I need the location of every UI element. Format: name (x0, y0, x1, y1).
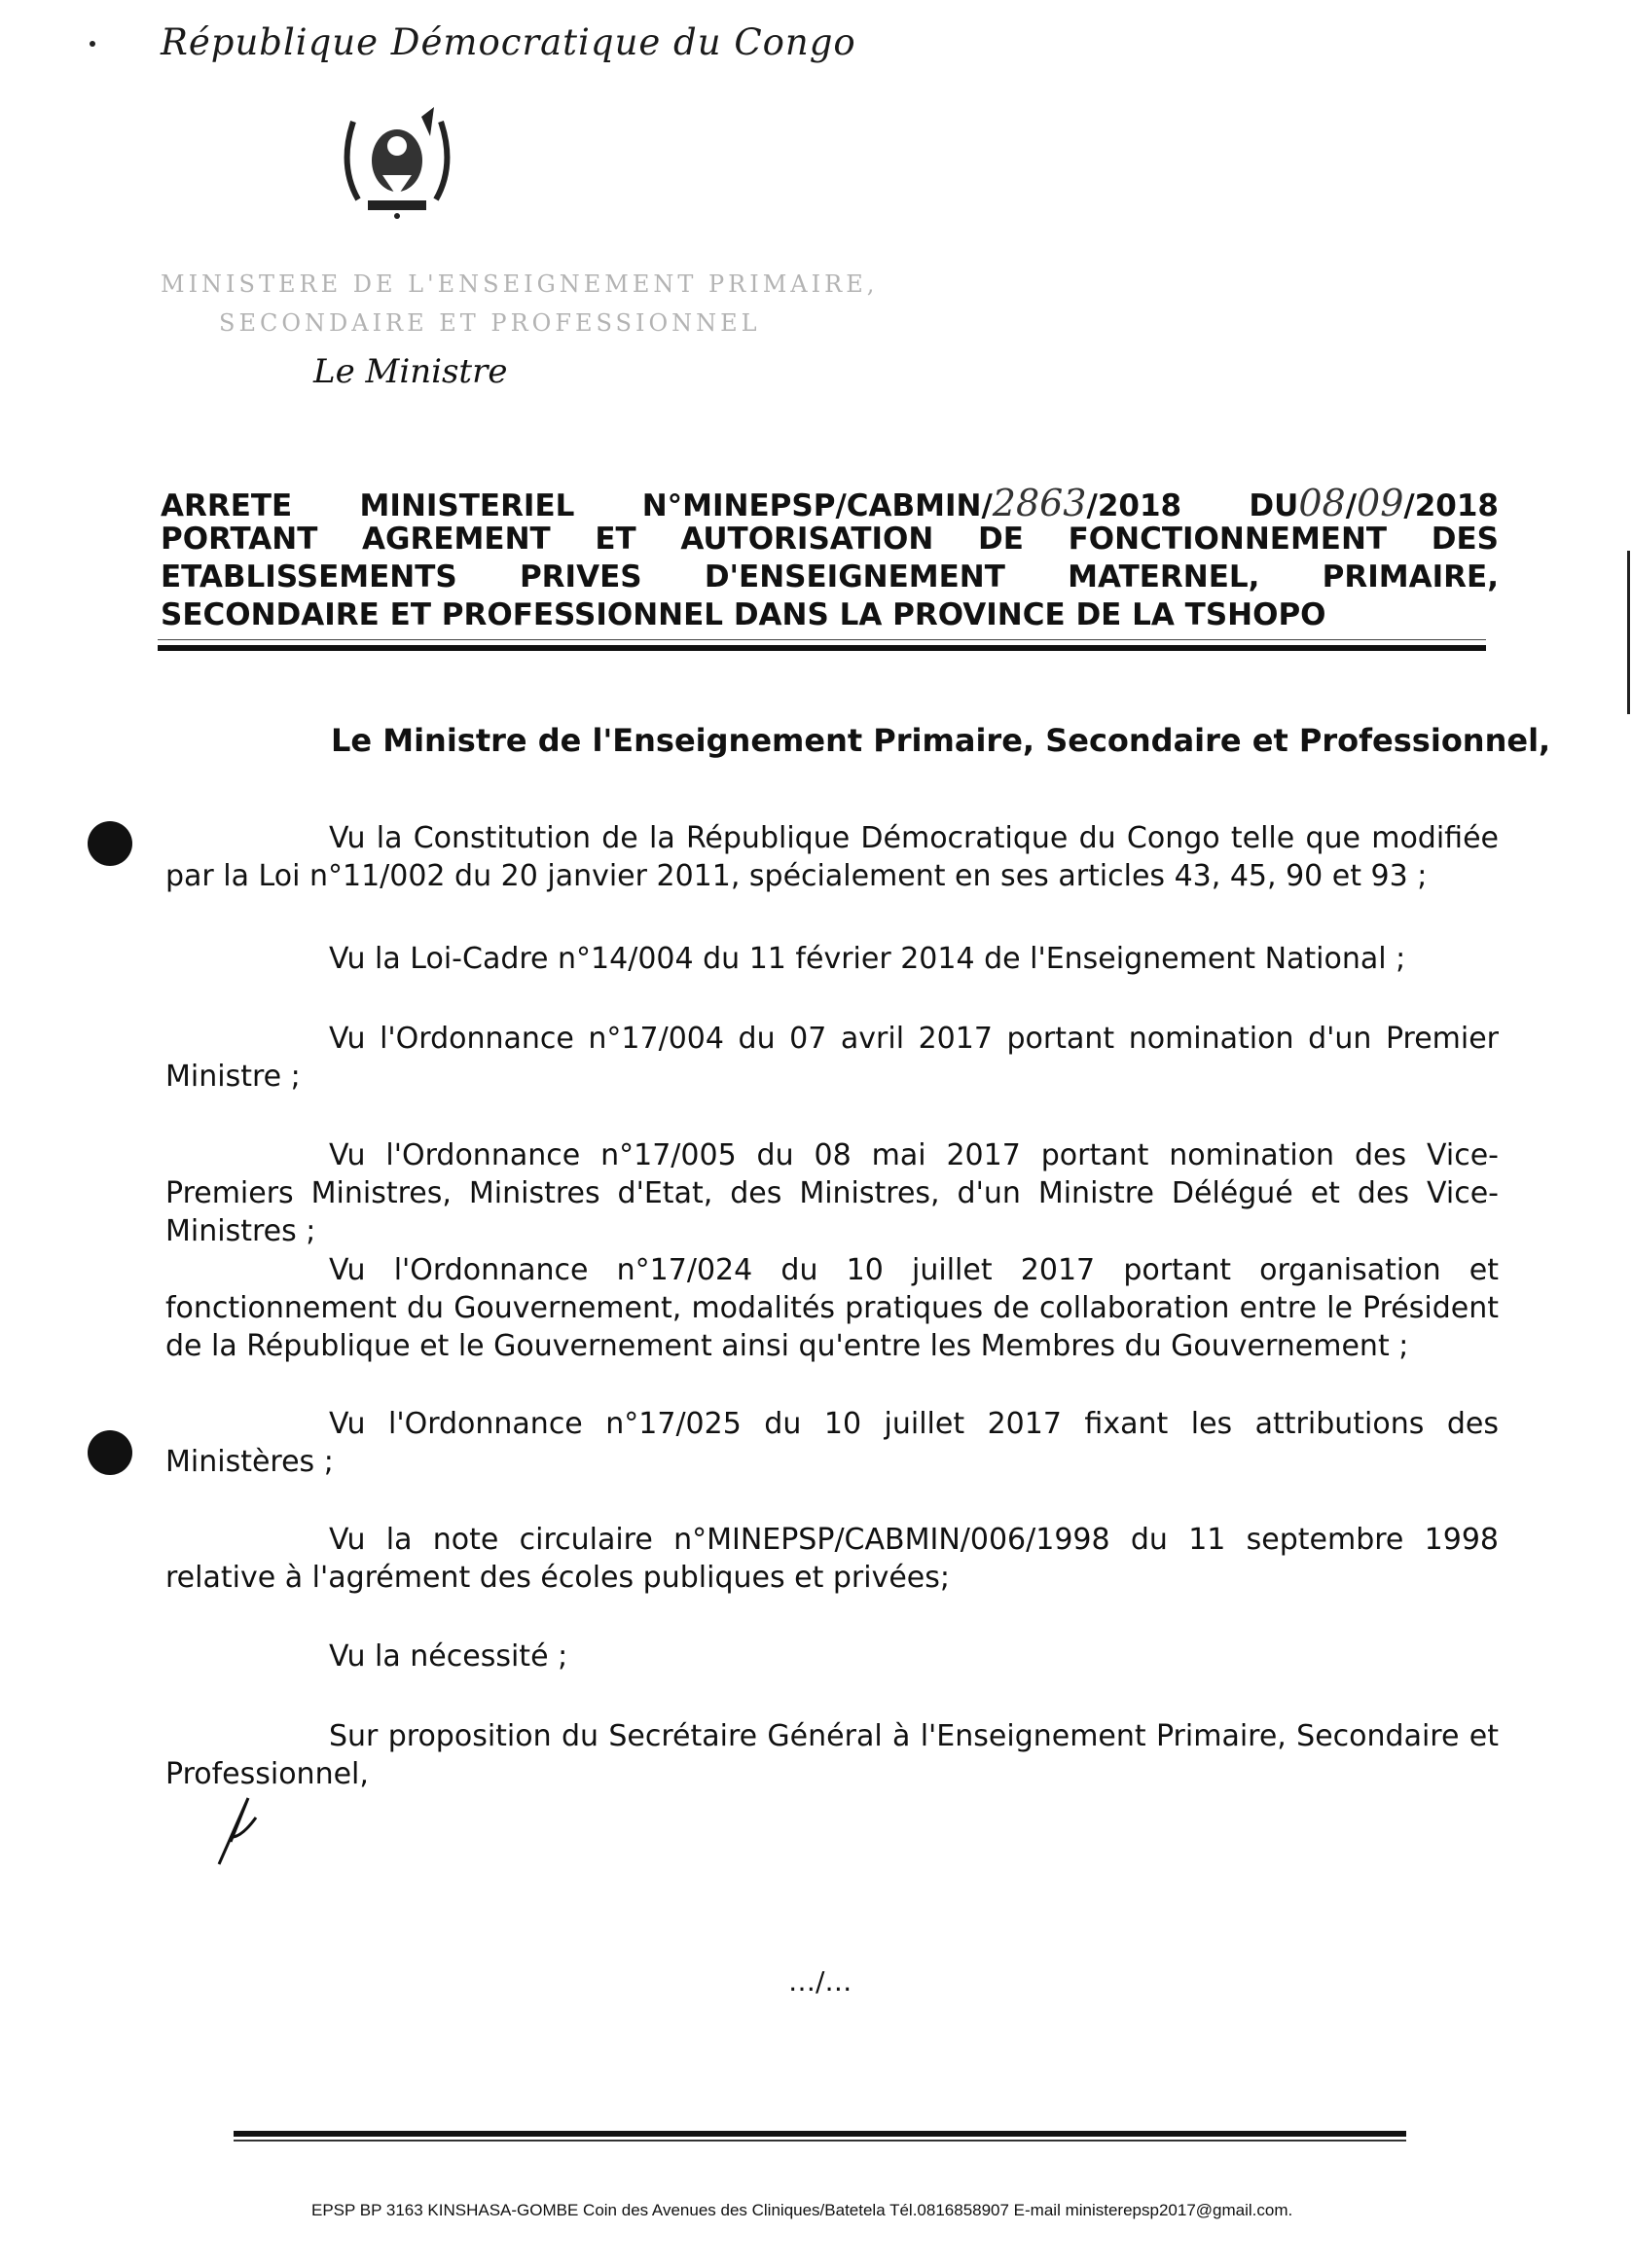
title-line-2: PORTANT AGREMENT ET AUTORISATION DE FONCTIONNEMENT DES (161, 522, 1499, 557)
paragraph-constitution (165, 819, 1499, 895)
footer-address: EPSP BP 3163 KINSHASA-GOMBE Coin des Avenues des Cliniques/Batetela Tél.0816858907 E-mail ministerepsp2017@gmail.com. (311, 2201, 1293, 2219)
title-line-1: ARRETE MINISTERIEL N°MINEPSP/CABMIN/2863/2018 DU08/09/2018 (161, 482, 1499, 524)
handwritten-initial (209, 1788, 277, 1866)
le-ministre-label: Le Ministre (313, 352, 508, 391)
title-line-3: ETABLISSEMENTS PRIVES D'ENSEIGNEMENT MATERNEL, PRIMAIRE, (161, 559, 1499, 594)
paragraph-text: Sur proposition du Secrétaire Général à l'Enseignement Primaire, Secondaire et Professionnel, (165, 1719, 1499, 1791)
paragraph-text: Vu la Constitution de la République Démocratique du Congo telle que modifiée par la Loi n°11/002 du 20 janvier 2011, spécialement en ses articles 43, 45, 90 et 93 ; (165, 821, 1499, 893)
scan-bullet-2 (88, 1430, 132, 1475)
paragraph-proposition (165, 1717, 1499, 1793)
continuation-mark: …/… (788, 1965, 852, 1998)
paragraph-text: Vu l'Ordonnance n°17/025 du 10 juillet 2017 fixant les attributions des Ministères ; (165, 1407, 1499, 1479)
paragraph-ordonnance-024 (165, 1251, 1499, 1365)
title-prefix: ARRETE MINISTERIEL N°MINEPSP/CABMIN/ (161, 488, 993, 523)
ministry-name-line2: SECONDAIRE ET PROFESSIONNEL (219, 309, 761, 337)
footer-rule-thin (234, 2140, 1406, 2142)
paragraph-text: Vu la nécessité ; (329, 1639, 568, 1674)
title-mid: /2018 DU (1086, 488, 1299, 523)
handwritten-day: 08 (1298, 482, 1346, 524)
paragraph-loi-cadre (165, 940, 1499, 978)
title-rule-thin (158, 639, 1486, 640)
coat-of-arms-emblem (329, 107, 465, 224)
republic-heading: République Démocratique du Congo (161, 21, 856, 63)
title-line-4: SECONDAIRE ET PROFESSIONNEL DANS LA PROVINCE DE LA TSHOPO (161, 597, 1326, 632)
paragraph-text: Vu l'Ordonnance n°17/004 du 07 avril 2017 portant nomination d'un Premier Ministre ; (165, 1022, 1499, 1094)
footer-rule-thick (234, 2131, 1406, 2137)
paragraph-text: Vu l'Ordonnance n°17/024 du 10 juillet 2017 portant organisation et fonctionnement du Gouvernement, modalités pratiques de collaboration entre le Président de la République et le Gouvernement ainsi qu'entre les Membres du Gouvernement ; (165, 1253, 1499, 1363)
handwritten-number: 2863 (992, 482, 1087, 524)
paragraph-ordonnance-025 (165, 1405, 1499, 1481)
paragraph-ordonnance-004 (165, 1020, 1499, 1096)
margin-mark (1627, 551, 1630, 714)
paragraph-necessite (165, 1638, 1499, 1675)
paragraph-text: Vu l'Ordonnance n°17/005 du 08 mai 2017 portant nomination des Vice-Premiers Ministres, Ministres d'Etat, des Ministres, d'un Ministre Délégué et des Vice-Ministres ; (165, 1138, 1499, 1248)
paragraph-text: Vu la note circulaire n°MINEPSP/CABMIN/006/1998 du 11 septembre 1998 relative à l'agrément des écoles publiques et privées; (165, 1523, 1499, 1595)
ministry-name-line1: MINISTERE DE L'ENSEIGNEMENT PRIMAIRE, (161, 270, 879, 298)
scan-dot (90, 41, 95, 47)
handwritten-month: 09 (1357, 482, 1404, 524)
title-suffix: /2018 (1403, 488, 1499, 523)
title-rule-thick (158, 645, 1486, 651)
paragraph-ordonnance-005 (165, 1136, 1499, 1250)
scan-bullet-1 (88, 821, 132, 866)
paragraph-note-circulaire (165, 1521, 1499, 1597)
paragraph-text: Vu la Loi-Cadre n°14/004 du 11 février 2014 de l'Enseignement National ; (329, 942, 1406, 976)
minister-subtitle: Le Ministre de l'Enseignement Primaire, Secondaire et Professionnel, (331, 722, 1551, 759)
